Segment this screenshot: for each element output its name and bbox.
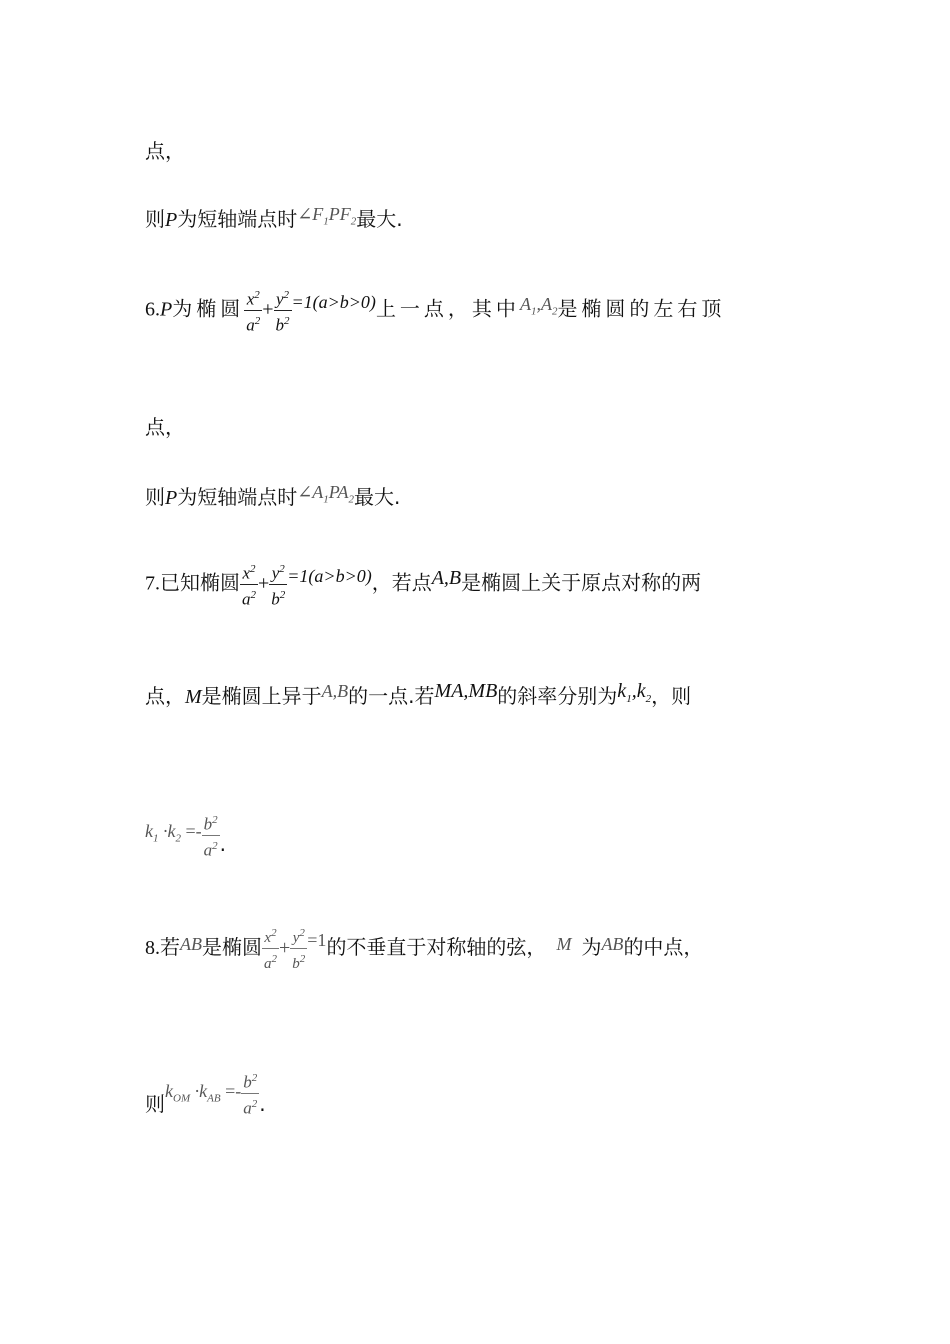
angle-a1pa2 (297, 482, 354, 506)
frac-a: a (246, 315, 255, 335)
line-10-prefix: 则 (145, 1091, 165, 1116)
frac-a-sup: 2 (271, 953, 277, 965)
frac-x: x (246, 289, 255, 309)
line-5-middle: 为短轴端点时 (177, 485, 298, 509)
frac-b-sup: 2 (284, 314, 290, 327)
angle-a1pa2-a: ∠A (297, 482, 324, 502)
vertex-a2: A (540, 293, 552, 314)
line-7-suffix: ，则 (651, 684, 692, 708)
text-line-3 (145, 285, 725, 335)
angle-f1pf2-sub1: 1 (323, 215, 329, 228)
line-2-suffix: 最大. (356, 207, 403, 231)
frac-b: b (243, 1072, 252, 1092)
line-7-middle-3: 的斜率分别为 (497, 684, 618, 708)
vertex-a1-sub: 1 (530, 305, 537, 318)
angle-f1pf2-b: PF (328, 204, 351, 224)
frac-b-sup: 2 (279, 588, 286, 601)
text-line-5 (145, 483, 400, 520)
period: . (219, 831, 227, 856)
item-number-8: 8. (145, 937, 160, 959)
frac-b-sup: 2 (251, 1072, 258, 1084)
point-p: P (165, 487, 178, 509)
slope-k1: k (617, 680, 627, 702)
text-line-7 (145, 682, 691, 719)
frac-b: b (275, 315, 284, 335)
chord-ab: AB (601, 934, 624, 954)
slope-kab-sub: AB (207, 1092, 221, 1105)
ellipse-fraction-x (262, 923, 279, 974)
line-7-prefix: 点， (145, 684, 185, 708)
frac-x-sup: 2 (271, 927, 277, 939)
slope-kom: k (165, 1080, 173, 1101)
product-kom-kab (165, 1080, 242, 1105)
frac-b-sup: 2 (212, 814, 218, 826)
equals-minus: =- (225, 1080, 242, 1101)
slope-k2: k (636, 680, 646, 702)
line-3-suffix: 是椭圆的左右顶 (557, 296, 726, 321)
product-k1-k2 (145, 820, 202, 845)
frac-a: a (264, 956, 272, 972)
line-6-suffix: 是椭圆上关于原点对称的两 (461, 570, 702, 595)
vertex-a1: A (519, 293, 531, 314)
period: . (259, 1091, 266, 1116)
ellipse-fraction-y (290, 923, 307, 974)
frac-y: y (271, 563, 280, 583)
frac-a-sup: 2 (251, 1097, 258, 1110)
vertex-a2-sub: 2 (551, 305, 558, 318)
line-2-middle: 为短轴端点时 (177, 207, 298, 231)
line-6-middle: 已知椭圆 (160, 570, 240, 595)
equals-minus: =- (185, 820, 202, 841)
vertices-a1-a2: $A_1,A_2$ (519, 293, 558, 318)
product-k1-sub: 1 (153, 832, 159, 845)
item-number-7: 7. (145, 572, 160, 595)
line-2-prefix: 则 (145, 207, 165, 231)
text-line-1 (145, 137, 185, 165)
point-m: M (185, 686, 202, 708)
fraction-b2-a2 (241, 1068, 259, 1118)
point-p: P (160, 298, 173, 321)
frac-a-sup: 2 (212, 839, 218, 852)
text-line-2 (145, 205, 403, 242)
frac-y-sup: 2 (299, 927, 305, 939)
plus-sign: + (258, 572, 270, 595)
line-5-prefix: 则 (145, 485, 165, 509)
frac-a: a (203, 840, 213, 860)
frac-y: y (292, 930, 300, 946)
slope-k1-sub: 1 (626, 693, 632, 705)
fraction-b2-a2 (202, 810, 220, 860)
line-7-middle-1: 是椭圆上异于 (201, 684, 322, 708)
angle-f1pf2-sub2: 2 (350, 215, 357, 228)
frac-y-sup: 2 (279, 563, 285, 575)
frac-b: b (203, 814, 213, 834)
point-p: P (165, 209, 178, 231)
product-k2-sub: 2 (175, 832, 181, 845)
line-1-text: 点， (145, 139, 185, 163)
frac-a-sup: 2 (250, 588, 256, 601)
ellipse-fraction-y (274, 285, 292, 335)
line-5-suffix: 最大. (353, 485, 401, 509)
frac-a: a (243, 1098, 252, 1118)
chord-ab: AB (180, 934, 202, 954)
frac-y-sup: 2 (283, 289, 290, 301)
angle-f1pf2 (297, 204, 357, 228)
frac-b: b (271, 589, 280, 609)
lines-ma-mb: MA,MB (434, 680, 498, 702)
slopes-k1-k2: $k_1,k_2$ (617, 680, 652, 705)
ellipse-condition: =1(a>b>0) (291, 291, 376, 312)
ellipse-condition: =1(a>b>0) (287, 565, 372, 586)
points-a-b: A,B (321, 681, 349, 701)
line-9-suffix: 的中点， (623, 935, 704, 959)
plus-sign: + (262, 298, 274, 321)
line-9-middle-3: 为 (581, 935, 602, 959)
frac-b-sup: 2 (299, 953, 306, 965)
line-3-middle: 为椭圆 (172, 296, 245, 321)
text-line-4 (145, 413, 185, 441)
ellipse-fraction-x (240, 559, 258, 609)
text-line-9 (145, 923, 703, 974)
line-4-text: 点， (145, 415, 185, 439)
equals-one: =1 (307, 930, 327, 950)
frac-x-sup: 2 (254, 289, 260, 301)
angle-f1pf2-a: ∠F (297, 204, 324, 224)
frac-y: y (275, 289, 284, 309)
frac-a: a (242, 589, 251, 609)
line-9-middle-1: 是椭圆 (202, 935, 262, 959)
angle-a1pa2-sub2: 2 (348, 493, 354, 506)
line-7-middle-2: 的一点.若 (348, 684, 435, 708)
angle-a1pa2-b: PA (328, 482, 349, 502)
line-9-middle-2: 的不垂直于对称轴的弦， (326, 935, 547, 959)
product-k2: ·k (163, 820, 176, 841)
slope-kom-sub: OM (173, 1092, 191, 1105)
frac-b: b (292, 956, 300, 972)
slope-k2-sub: 2 (645, 693, 652, 705)
line-3-middle-2: 上一点，其中 (375, 296, 520, 321)
frac-x-sup: 2 (250, 563, 256, 575)
text-line-8 (145, 810, 226, 860)
product-k1: k (145, 820, 153, 841)
line-6-middle-2: ，若点 (371, 570, 432, 595)
frac-x: x (242, 563, 251, 583)
angle-a1pa2-sub1: 1 (323, 493, 329, 506)
slope-kab: ·k (194, 1080, 208, 1101)
item-number-6: 6. (145, 298, 160, 321)
text-line-10 (145, 1068, 266, 1118)
midpoint-m: M (556, 934, 572, 954)
plus-sign: + (279, 937, 291, 959)
ellipse-fraction-x (244, 285, 262, 335)
frac-x: x (264, 930, 272, 946)
ellipse-fraction-y (269, 559, 287, 609)
line-9-prefix: 若 (160, 935, 180, 959)
text-line-6 (145, 559, 701, 609)
frac-a-sup: 2 (254, 314, 261, 327)
points-a-b: A,B (431, 566, 462, 589)
